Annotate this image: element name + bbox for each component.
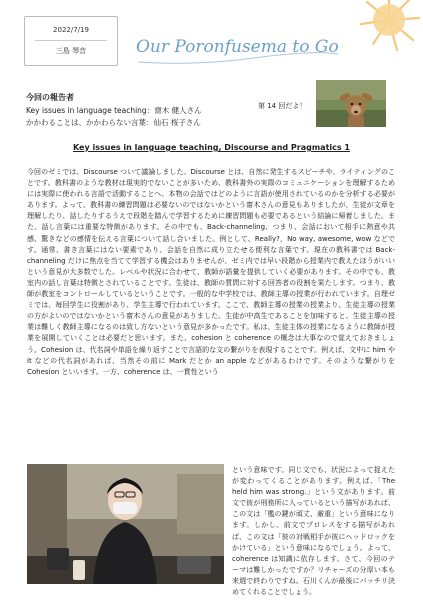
- article-body-main: 今回のゼミでは、Discourse ついて議論しました。Discourse とは、自然に発生するスピーチや、ライティングのことです。教科書のような教材は現実的でないことが多いため、教科書外の実際のコミュニケーションを理解するためには実際に使われる言語で活動することへ、本物の会話ではどのように言語が使用されているのかを分析する必要があります。よって、教科書の練習問題は必要ないのではないかという齋木さんの意見もありましたが、生徒が文章を理解したり、話したりするうえで段階を踏んで学習するために練習問題も必要であるという結論に帰着しました。また、話し言葉には重要な特徴があります。その中でも、Back-channeling、つまり、会話において相手に熱意や共感、驚きなどの感情を伝える言葉について話し合いました。例として、Really?，No way, awesome, wow などです。通常、書き言葉にはない要素であり、会話を自然に成り立たせる便利な言葉です。現在の教科書では Back-channeling だけに焦点を当てて学習する機会はありませんが、ゼミ内では早い段階から授業内で教えたほうがいいという意見が大多数でした。レベルや状況に合わせて、教師が語彙を提供していく必要があります。その中でも、教室内の話し言葉は特徴とされていることです。生徒は、教師の質問に対する回答者の役割を果たします。つまり、教師が教室をコントロールしているということです。一般的な中学校では、教師主導の授業が行われています。自理ゼミでは、毎回学生に役割があり、学生主導で行われています。ここで、教師主導の授業の授業より、生徒主導の授業の方がよいのではないかという齋木さんの意見がありました。生徒が中高生であることを加味すると、生徒主導の授業は難しく教師主導になるのは致し方ないという意見が多かったです。私は、生徒主体の授業になるように教師が授業を展開していくことは必要だと思います。また、cohesion と coherence の概念は大事なので覚えておきましょう。Cohesion は、代名詞や単語を繰り返すことで言語的な文の繋がりを表現することです。例えば、文中に him や it などの代名詞があれば、当然その前に Mark だとか an apple などがあるわけです。そのような繋がりを Cohesion といいます。一方、coherence は、一貫性という: [27, 168, 395, 376]
- issue-date: 2022/7/19: [53, 26, 89, 34]
- author-name: 三島 琴音: [55, 47, 87, 55]
- date-author-box: [24, 16, 118, 66]
- article-body-continued: という意味です。同じ文でも、状況によって捉えたが変わってくることがあります。例えば、「The held him was strong.」という文があります。前文で彼が刑務所に入っているという描写があれば、この文は「檻の鍵が頑丈、厳重」という意味になります。しかし、前文でプロレスをする描写があれば、この文は「彼の対戦相手が彼にヘッドロックをかけている」という意味になるでしょう。よって、coherence は知識に依存します。さて、今回のテーマは難しかったですか？リチャーズの分厚い本も来週で終わりですね。石川くんが最後にバッチリ決めてくれることでしょう。: [232, 466, 395, 597]
- date-divider: [35, 40, 107, 41]
- issue-number-tag: 第 14 回だよ！: [258, 102, 307, 110]
- article-title: Key issues in language teaching, Discourse and Pragmatics 1: [73, 143, 350, 152]
- student-photo: [27, 464, 224, 584]
- reporter-line-1: Key issues in language teaching：齋木 健人さん: [26, 106, 202, 115]
- deer-photo: [316, 80, 386, 127]
- banner-text: Our Poronfusema to Go: [136, 37, 339, 57]
- reporter-heading: 今回の報告者: [26, 93, 74, 102]
- newsletter-banner: [134, 26, 342, 70]
- reporter-line-2: かかわることは、かかわらない言葉：仙石 桜子さん: [26, 118, 201, 127]
